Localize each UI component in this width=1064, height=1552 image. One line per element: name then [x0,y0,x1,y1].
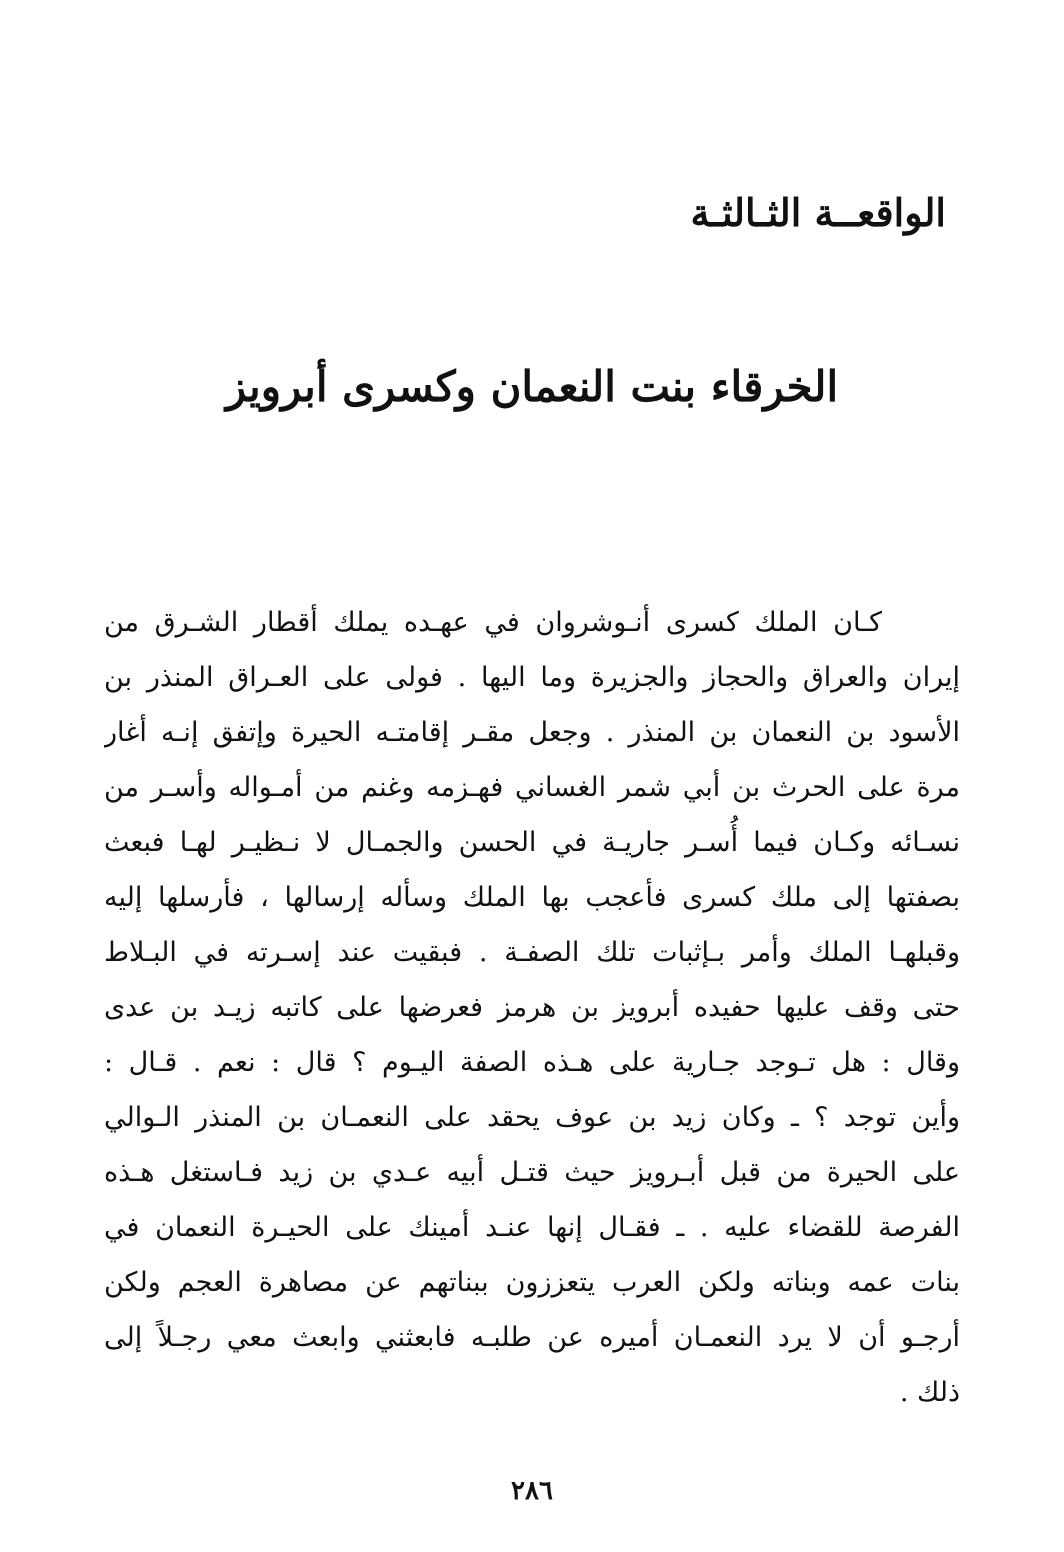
body-line: نسـائه وكـان فيما أُسـر جاريـة في الحسن والجمـال لا نـظيـر لهـا فبعث [104,827,960,858]
body-line: كـان الملك كسرى أنـوشروان في عهـده يملك أقطار الشـرق من [104,607,882,638]
body-line: وأين توجد ؟ ـ وكان زيد بن عوف يحقد على النعمـان بن المنذر الـوالي [104,1102,960,1133]
body-text [104,595,960,1420]
body-line: ذلك . [899,1377,960,1408]
chapter-title: الخرقاء بنت النعمان وكسرى أبرويز [225,362,839,411]
body-line: حتى وقف عليها حفيده أبرويز بن هرمز فعرضها على كاتبه زيـد بن عدى [104,992,960,1023]
page-number: ٢٨٦ [511,1476,553,1506]
chapter-label: الواقعــة الثـالثـة [690,190,946,235]
body-line: بصفتها إلى ملك كسرى فأعجب بها الملك وسأله إرسالها ، فأرسلها إليه [104,882,960,913]
body-line: على الحيرة من قبل أبـرويز حيث قتـل أبيه عـدي بن زيد فـاستغل هـذه [104,1157,960,1188]
body-line: أرجـو أن لا يرد النعمـان أميره عن طلبـه فابعثني وابعث معي رجـلاً إلى [104,1322,960,1353]
body-line: وقال : هل تـوجد جـارية على هـذه الصفة اليـوم ؟ قال : نعم . قـال : [104,1047,960,1078]
body-line: الفرصة للقضاء عليه . ـ فقـال إنها عنـد أمينك على الحيـرة النعمان في [104,1212,960,1243]
body-line: بنات عمه وبناته ولكن العرب يتعززون ببناتهم عن مصاهرة العجم ولكن [104,1267,960,1298]
body-line: إيران والعراق والحجاز والجزيرة وما اليها . فولى على العـراق المنذر بن [104,662,960,693]
body-line: الأسود بن النعمان بن المنذر . وجعل مقـر إقامتـه الحيرة وإتفق إنـه أغار [104,717,960,748]
body-line: مرة على الحرث بن أبي شمر الغساني فهـزمه وغنم من أمـواله وأسـر من [104,772,960,803]
body-line: وقبلهـا الملك وأمر بـإثبات تلك الصفـة . فبقيت عند إسـرته في البـلاط [104,937,960,968]
